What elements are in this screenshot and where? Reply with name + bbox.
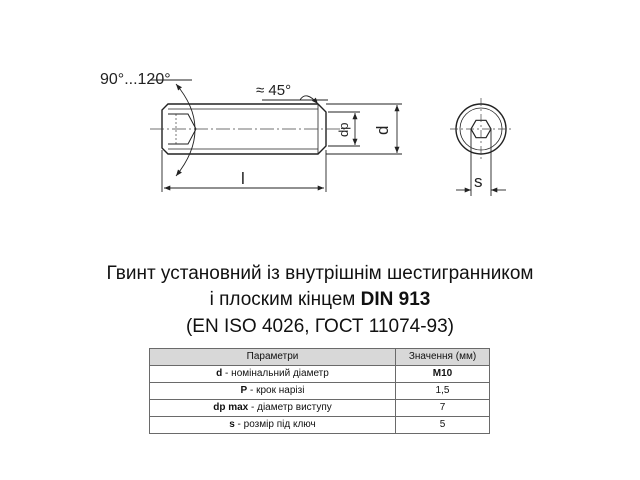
d-label: d [373,125,392,135]
parameter-description: - діаметр виступу [248,402,332,413]
title-line-3: (EN ISO 4026, ГОСТ 11074-93) [185,316,455,337]
parameter-symbol: P [240,385,248,396]
length-label: l [241,169,245,188]
parameters-table [149,348,490,434]
header-values: Значення (мм) [396,349,490,366]
parameter-symbol: d [216,368,223,379]
parameter-cell [150,400,396,417]
value-cell: 5 [396,417,490,434]
title-line-2-text: і плоским кінцем [209,289,361,310]
header-parameters: Параметри [150,349,396,366]
angle-chamfer-label: 90°...120° [100,71,171,88]
value-cell: 1,5 [396,383,490,400]
standard-name: DIN 913 [360,289,431,310]
table-header-row [150,349,490,366]
value-cell: M10 [396,366,490,383]
table-row [150,383,490,400]
s-label: s [474,172,483,191]
parameter-cell [150,417,396,434]
title-line-1: Гвинт установний із внутрішнім шестигранником [106,263,534,284]
title-line-2 [0,287,640,312]
screw-end-view [450,98,512,160]
angle-point-label: ≈ 45° [256,82,292,99]
parameter-description: - номінальний діаметр [222,368,329,379]
table-row [150,366,490,383]
parameter-cell [150,383,396,400]
chamfer-angle-dimension [150,80,195,176]
parameter-cell [150,366,396,383]
parameter-symbol: s [229,419,235,430]
dp-label: dp [336,122,351,137]
value-cell: 7 [396,400,490,417]
parameter-description: - розмір під ключ [234,419,316,430]
table-row [150,417,490,434]
parameter-description: - крок нарізі [247,385,305,396]
parameter-symbol: dp max [213,402,249,413]
table-row [150,400,490,417]
